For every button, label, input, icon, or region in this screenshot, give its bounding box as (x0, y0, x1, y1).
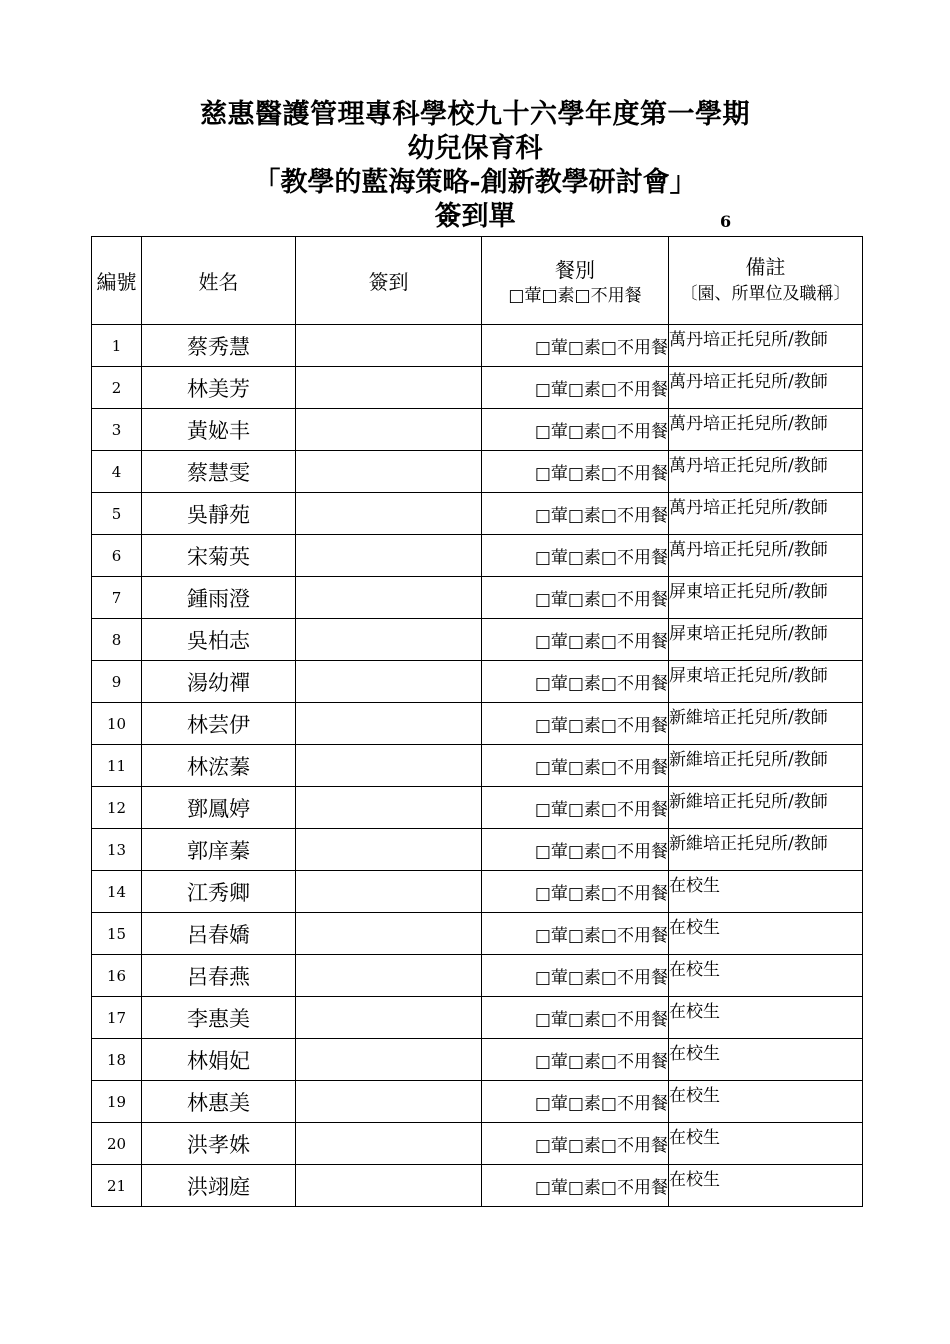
row-number: 10 (92, 703, 142, 745)
row-signature-cell[interactable] (296, 745, 482, 787)
table-row (92, 577, 863, 619)
row-signature-cell[interactable] (296, 409, 482, 451)
row-name: 林娟妃 (142, 1039, 296, 1081)
row-signature-cell[interactable] (296, 451, 482, 493)
row-note: 屏東培正托兒所/教師 (669, 577, 863, 619)
row-note: 在校生 (669, 1165, 863, 1207)
page-number: 6 (720, 212, 732, 231)
table-row (92, 325, 863, 367)
row-number: 9 (92, 661, 142, 703)
row-number: 17 (92, 997, 142, 1039)
department-title: 幼兒保育科 (407, 133, 543, 164)
row-signature-cell[interactable] (296, 787, 482, 829)
row-signature-cell[interactable] (296, 871, 482, 913)
header-meal-options: □葷□素□不用餐 (508, 285, 642, 306)
row-number: 19 (92, 1081, 142, 1123)
row-signature-cell[interactable] (296, 703, 482, 745)
header-name: 姓名 (142, 237, 296, 325)
row-note: 萬丹培正托兒所/教師 (669, 325, 863, 367)
row-note: 新維培正托兒所/教師 (669, 787, 863, 829)
header-note-title: 備註 (745, 254, 786, 279)
row-signature-cell[interactable] (296, 325, 482, 367)
row-name: 郭庠蓁 (142, 829, 296, 871)
row-meal-options[interactable]: □葷□素□不用餐 (482, 535, 669, 577)
table-row (92, 451, 863, 493)
row-note: 在校生 (669, 1081, 863, 1123)
table-row (92, 997, 863, 1039)
sign-in-table (91, 236, 863, 1207)
table-row (92, 1123, 863, 1165)
row-meal-options[interactable]: □葷□素□不用餐 (482, 451, 669, 493)
row-note: 在校生 (669, 997, 863, 1039)
table-row (92, 871, 863, 913)
school-title: 慈惠醫護管理專科學校九十六學年度第一學期 (200, 99, 750, 130)
row-signature-cell[interactable] (296, 661, 482, 703)
row-note: 萬丹培正托兒所/教師 (669, 409, 863, 451)
table-row (92, 1081, 863, 1123)
table-row (92, 955, 863, 997)
row-signature-cell[interactable] (296, 1165, 482, 1207)
row-signature-cell[interactable] (296, 1123, 482, 1165)
row-name: 林惠美 (142, 1081, 296, 1123)
table-row (92, 661, 863, 703)
row-note: 萬丹培正托兒所/教師 (669, 493, 863, 535)
row-meal-options[interactable]: □葷□素□不用餐 (482, 997, 669, 1039)
row-note: 萬丹培正托兒所/教師 (669, 367, 863, 409)
row-meal-options[interactable]: □葷□素□不用餐 (482, 703, 669, 745)
table-row (92, 913, 863, 955)
row-signature-cell[interactable] (296, 1039, 482, 1081)
row-name: 吳靜苑 (142, 493, 296, 535)
row-number: 5 (92, 493, 142, 535)
row-meal-options[interactable]: □葷□素□不用餐 (482, 325, 669, 367)
row-note: 在校生 (669, 913, 863, 955)
row-meal-options[interactable]: □葷□素□不用餐 (482, 829, 669, 871)
table-row (92, 1039, 863, 1081)
row-signature-cell[interactable] (296, 493, 482, 535)
row-meal-options[interactable]: □葷□素□不用餐 (482, 787, 669, 829)
table-row (92, 619, 863, 661)
row-meal-options[interactable]: □葷□素□不用餐 (482, 409, 669, 451)
table-row (92, 367, 863, 409)
table-row (92, 409, 863, 451)
header-note-subtitle: 〔園、所單位及職稱〕 (680, 283, 851, 304)
row-name: 洪翊庭 (142, 1165, 296, 1207)
row-note: 屏東培正托兒所/教師 (669, 661, 863, 703)
row-name: 林芸伊 (142, 703, 296, 745)
row-number: 12 (92, 787, 142, 829)
row-name: 呂春燕 (142, 955, 296, 997)
row-meal-options[interactable]: □葷□素□不用餐 (482, 1081, 669, 1123)
row-note: 新維培正托兒所/教師 (669, 829, 863, 871)
row-number: 3 (92, 409, 142, 451)
row-number: 14 (92, 871, 142, 913)
row-meal-options[interactable]: □葷□素□不用餐 (482, 493, 669, 535)
row-name: 吳柏志 (142, 619, 296, 661)
document-title (0, 98, 950, 234)
row-signature-cell[interactable] (296, 955, 482, 997)
row-meal-options[interactable]: □葷□素□不用餐 (482, 367, 669, 409)
row-number: 18 (92, 1039, 142, 1081)
table-body (92, 325, 863, 1207)
row-name: 鄧鳳婷 (142, 787, 296, 829)
row-note: 在校生 (669, 955, 863, 997)
row-name: 蔡秀慧 (142, 325, 296, 367)
row-note: 新維培正托兒所/教師 (669, 703, 863, 745)
row-name: 黃妼丰 (142, 409, 296, 451)
table-row (92, 1165, 863, 1207)
row-number: 13 (92, 829, 142, 871)
row-signature-cell[interactable] (296, 829, 482, 871)
row-number: 2 (92, 367, 142, 409)
row-number: 11 (92, 745, 142, 787)
row-signature-cell[interactable] (296, 1081, 482, 1123)
row-name: 呂春嬌 (142, 913, 296, 955)
row-signature-cell[interactable] (296, 997, 482, 1039)
row-note: 在校生 (669, 1123, 863, 1165)
header-meal (482, 237, 669, 325)
row-meal-options[interactable]: □葷□素□不用餐 (482, 661, 669, 703)
row-meal-options[interactable]: □葷□素□不用餐 (482, 1165, 669, 1207)
row-meal-options[interactable]: □葷□素□不用餐 (482, 745, 669, 787)
row-meal-options[interactable]: □葷□素□不用餐 (482, 955, 669, 997)
header-number: 編號 (92, 237, 142, 325)
event-title: 「教學的藍海策略-創新教學研討會」 (253, 167, 697, 198)
row-meal-options[interactable]: □葷□素□不用餐 (482, 577, 669, 619)
row-signature-cell[interactable] (296, 367, 482, 409)
row-number: 16 (92, 955, 142, 997)
table-row (92, 535, 863, 577)
row-number: 7 (92, 577, 142, 619)
row-name: 林美芳 (142, 367, 296, 409)
row-note: 萬丹培正托兒所/教師 (669, 535, 863, 577)
row-meal-options[interactable]: □葷□素□不用餐 (482, 913, 669, 955)
row-name: 鍾雨澄 (142, 577, 296, 619)
row-meal-options[interactable]: □葷□素□不用餐 (482, 1039, 669, 1081)
row-meal-options[interactable]: □葷□素□不用餐 (482, 1123, 669, 1165)
header-note (669, 237, 863, 325)
row-number: 21 (92, 1165, 142, 1207)
table-row (92, 829, 863, 871)
table-row (92, 745, 863, 787)
row-name: 林浤蓁 (142, 745, 296, 787)
row-note: 在校生 (669, 1039, 863, 1081)
row-number: 8 (92, 619, 142, 661)
row-name: 宋菊英 (142, 535, 296, 577)
row-signature-cell[interactable] (296, 535, 482, 577)
row-signature-cell[interactable] (296, 619, 482, 661)
row-note: 萬丹培正托兒所/教師 (669, 451, 863, 493)
row-number: 4 (92, 451, 142, 493)
row-name: 湯幼禪 (142, 661, 296, 703)
row-number: 1 (92, 325, 142, 367)
row-note: 新維培正托兒所/教師 (669, 745, 863, 787)
table-row (92, 703, 863, 745)
row-signature-cell[interactable] (296, 913, 482, 955)
row-number: 6 (92, 535, 142, 577)
sheet-title: 簽到單 (434, 201, 516, 232)
row-meal-options[interactable]: □葷□素□不用餐 (482, 871, 669, 913)
table-row (92, 787, 863, 829)
row-name: 李惠美 (142, 997, 296, 1039)
row-note: 在校生 (669, 871, 863, 913)
row-number: 20 (92, 1123, 142, 1165)
row-number: 15 (92, 913, 142, 955)
row-name: 蔡慧雯 (142, 451, 296, 493)
header-sign: 簽到 (296, 237, 482, 325)
header-meal-title: 餐別 (555, 257, 595, 282)
row-meal-options[interactable]: □葷□素□不用餐 (482, 619, 669, 661)
row-signature-cell[interactable] (296, 577, 482, 619)
table-row (92, 493, 863, 535)
row-note: 屏東培正托兒所/教師 (669, 619, 863, 661)
row-name: 江秀卿 (142, 871, 296, 913)
row-name: 洪孝姝 (142, 1123, 296, 1165)
table-header-row (92, 237, 863, 325)
